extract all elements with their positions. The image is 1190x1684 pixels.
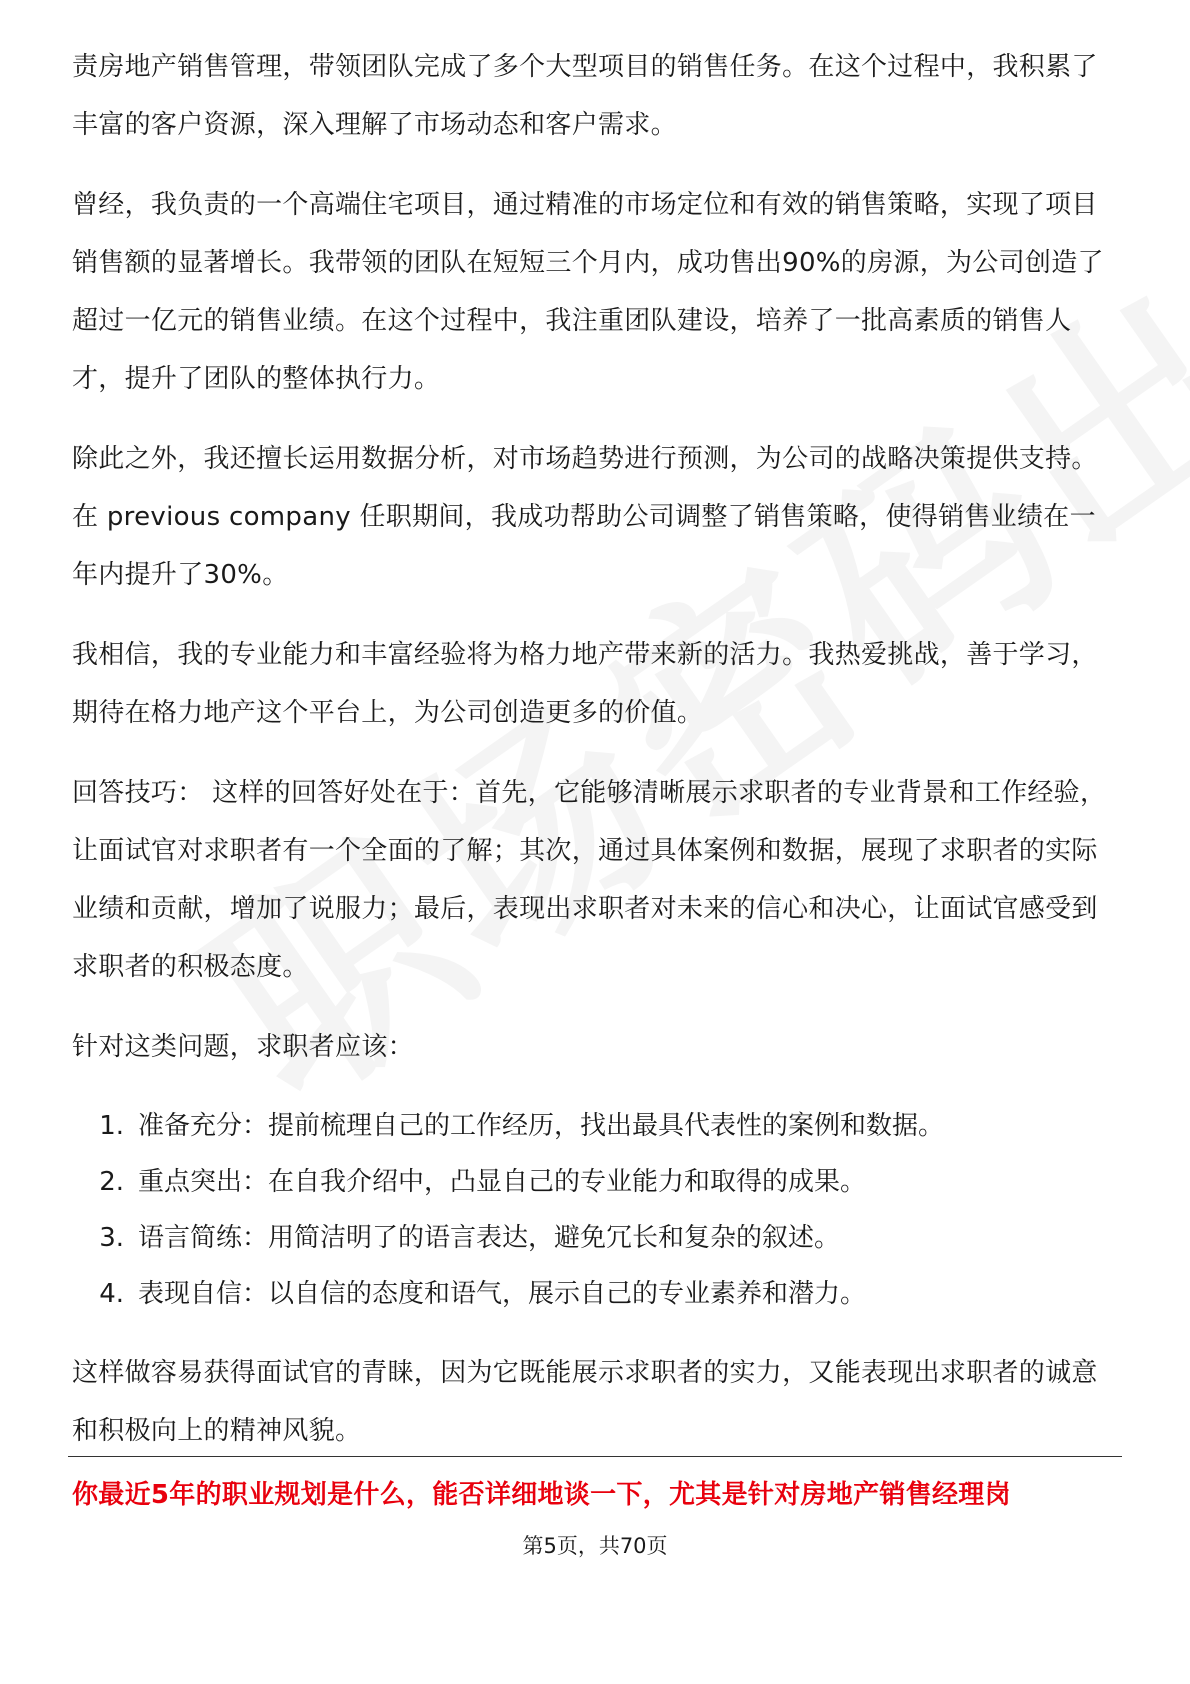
footer-divider (68, 1456, 1122, 1457)
page-indicator: 第5页，共70页 (522, 1534, 668, 1558)
list-item-number: 1. (99, 1111, 124, 1141)
list-item (72, 1266, 1122, 1322)
list-item-number: 4. (99, 1279, 124, 1309)
list-item-text: 准备充分：提前梳理自己的工作经历，找出最具代表性的案例和数据。 (138, 1111, 945, 1141)
list-item-number: 3. (99, 1223, 124, 1253)
list-item-text: 语言简练：用简洁明了的语言表达，避免冗长和复杂的叙述。 (138, 1223, 841, 1253)
paragraph-should-do: 针对这类问题，求职者应该： (72, 1032, 414, 1062)
next-question-title: 你最近5年的职业规划是什么，能否详细地谈一下，尤其是针对房地产销售经理岗 (72, 1480, 1011, 1510)
paragraph-intro: 责房地产销售管理，带领团队完成了多个大型项目的销售任务。在这个过程中，我积累了丰富的客户资源，深入理解了市场动态和客户需求。 (72, 52, 1098, 140)
list-item (72, 1210, 1122, 1266)
paragraph-data-analysis: 除此之外，我还擅长运用数据分析，对市场趋势进行预测，为公司的战略决策提供支持。在 previous company 任职期间，我成功帮助公司调整了销售策略，使得销售业绩在一年内提升了30%。 (72, 444, 1098, 590)
list-item (72, 1154, 1122, 1210)
list-item (72, 1098, 1122, 1154)
tips-list (72, 1098, 1122, 1322)
paragraph-closing: 这样做容易获得面试官的青睐，因为它既能展示求职者的实力，又能表现出求职者的诚意和积极向上的精神风貌。 (72, 1358, 1098, 1446)
paragraph-belief: 我相信，我的专业能力和丰富经验将为格力地产带来新的活力。我热爱挑战，善于学习，期待在格力地产这个平台上，为公司创造更多的价值。 (72, 640, 1098, 728)
paragraph-project-case: 曾经，我负责的一个高端住宅项目，通过精准的市场定位和有效的销售策略，实现了项目销售额的显著增长。我带领的团队在短短三个月内，成功售出90%的房源，为公司创造了超过一亿元的销售业绩。在这个过程中，我注重团队建设，培养了一批高素质的销售人才，提升了团队的整体执行力。 (72, 190, 1104, 394)
list-item-text: 表现自信：以自信的态度和语气，展示自己的专业素养和潜力。 (138, 1279, 867, 1309)
list-item-text: 重点突出：在自我介绍中，凸显自己的专业能力和取得的成果。 (138, 1167, 867, 1197)
paragraph-answer-tips: 回答技巧： 这样的回答好处在于：首先，它能够清晰展示求职者的专业背景和工作经验，让面试官对求职者有一个全面的了解；其次，通过具体案例和数据，展现了求职者的实际业绩和贡献，增加了说服力；最后，表现出求职者对未来的信心和决心，让面试官感受到求职者的积极态度。 (72, 778, 1107, 982)
list-item-number: 2. (99, 1167, 124, 1197)
document-body (72, 38, 1122, 1482)
